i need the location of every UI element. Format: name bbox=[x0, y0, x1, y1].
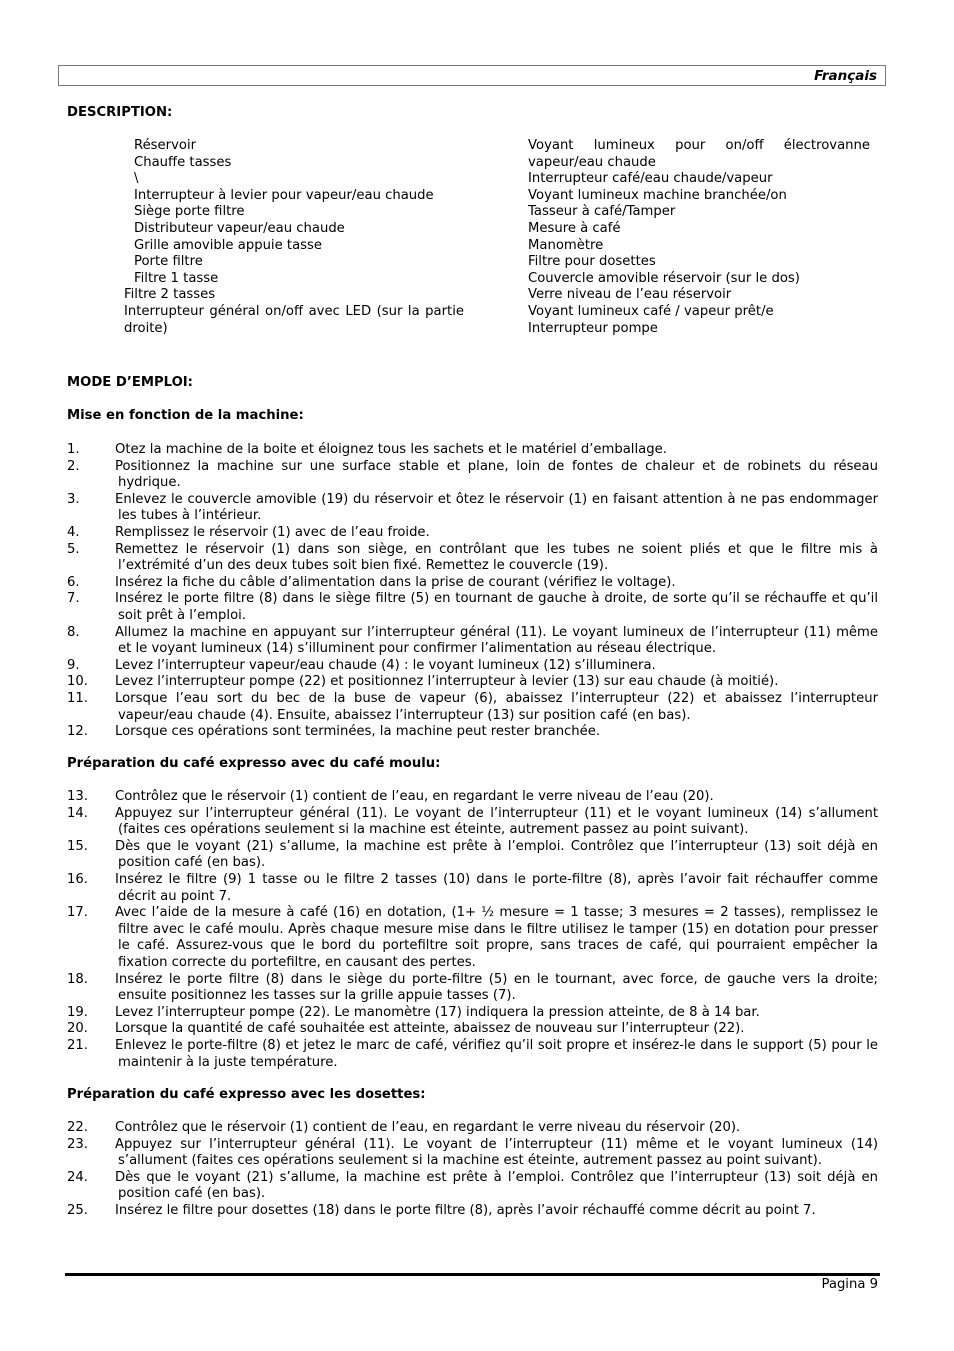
step-item bbox=[67, 525, 878, 542]
step-item bbox=[67, 724, 878, 741]
step-text: Remettez le réservoir (1) dans son siège, en contrôlant que les tubes ne soient pliés et que le filtre mis à l’extrémité d’un des deux tubes soit bien fixé. Remettez le couvercle (19). bbox=[115, 541, 878, 574]
step-number: 11. bbox=[67, 690, 88, 706]
list-item: \ bbox=[134, 171, 139, 187]
step-item bbox=[67, 459, 878, 492]
step-item bbox=[67, 658, 878, 675]
steps-list-setup bbox=[67, 442, 878, 741]
description-right-list bbox=[528, 138, 870, 337]
step-text: Dès que le voyant (21) s’allume, la machine est prête à l’emploi. Contrôlez que l’interrupteur (13) soit déjà en position café (en bas). bbox=[115, 838, 878, 871]
step-number: 1. bbox=[67, 442, 80, 457]
step-text: Levez l’interrupteur vapeur/eau chaude (4) : le voyant lumineux (12) s’illuminera. bbox=[115, 657, 656, 673]
step-number: 8. bbox=[67, 624, 80, 640]
step-number: 23. bbox=[67, 1136, 88, 1152]
step-number: 25. bbox=[67, 1202, 88, 1218]
step-number: 4. bbox=[67, 524, 80, 540]
list-item: Filtre 1 tasse bbox=[134, 270, 219, 286]
step-text: Appuyez sur l’interrupteur général (11). Le voyant de l’interrupteur (11) même et le voyant lumineux (14) s’allument (faites ces opérations seulement si la machine est éteinte, autrement passez au point suivant). bbox=[115, 1136, 878, 1169]
step-item bbox=[67, 1005, 878, 1022]
step-text: Dès que le voyant (21) s’allume, la machine est prête à l’emploi. Contrôlez que l’interrupteur (13) soit déjà en position café (en bas). bbox=[115, 1169, 878, 1202]
list-item: Voyant lumineux café / vapeur prêt/e bbox=[528, 303, 774, 319]
step-item bbox=[67, 1038, 878, 1071]
step-item bbox=[67, 1021, 878, 1038]
step-item bbox=[67, 806, 878, 839]
step-number: 21. bbox=[67, 1037, 88, 1053]
step-number: 10. bbox=[67, 674, 88, 690]
list-item: Distributeur vapeur/eau chaude bbox=[134, 220, 345, 236]
list-item: Voyant lumineux pour on/off électrovanne vapeur/eau chaude bbox=[528, 138, 870, 170]
step-item bbox=[67, 542, 878, 575]
list-item: Tasseur à café/Tamper bbox=[528, 204, 676, 220]
step-number: 19. bbox=[67, 1004, 88, 1020]
language-label: Français bbox=[814, 68, 877, 84]
description-left-list bbox=[124, 138, 464, 337]
list-item: Interrupteur à levier pour vapeur/eau chaude bbox=[134, 187, 434, 203]
footer-divider bbox=[65, 1273, 880, 1276]
step-text: Enlevez le couvercle amovible (19) du réservoir et ôtez le réservoir (1) en faisant attention à ne pas endommager les tubes à l’intérieur. bbox=[115, 491, 878, 524]
list-item: Chauffe tasses bbox=[134, 154, 232, 170]
step-number: 14. bbox=[67, 805, 88, 821]
list-item: Interrupteur pompe bbox=[528, 320, 658, 336]
mode-emploi-heading: MODE D’EMPLOI: bbox=[67, 375, 193, 390]
step-number: 18. bbox=[67, 971, 88, 987]
step-number: 12. bbox=[67, 724, 88, 740]
list-item: Manomètre bbox=[528, 237, 604, 253]
step-text: Contrôlez que le réservoir (1) contient de l’eau, en regardant le verre niveau de l’eau (20). bbox=[115, 789, 714, 804]
step-text: Allumez la machine en appuyant sur l’interrupteur général (11). Le voyant lumineux de l’interrupteur (11) même et le voyant lumineux (14) s’illuminent pour confirmer l’alimentation au réseau électrique. bbox=[115, 624, 878, 657]
step-number: 13. bbox=[67, 789, 88, 804]
step-number: 16. bbox=[67, 871, 88, 887]
step-text: Remplissez le réservoir (1) avec de l’eau froide. bbox=[115, 524, 430, 540]
step-text: Positionnez la machine sur une surface stable et plane, loin de fontes de chaleur et de robinets du réseau hydrique. bbox=[115, 458, 878, 491]
step-number: 24. bbox=[67, 1169, 88, 1185]
step-number: 5. bbox=[67, 541, 80, 557]
list-item: Interrupteur café/eau chaude/vapeur bbox=[528, 171, 773, 187]
list-item: Interrupteur général on/off avec LED (sur la partie droite) bbox=[124, 303, 464, 336]
step-item bbox=[67, 442, 878, 459]
list-item: Mesure à café bbox=[528, 220, 621, 236]
step-number: 22. bbox=[67, 1120, 88, 1135]
list-item: Couvercle amovible réservoir (sur le dos) bbox=[528, 270, 800, 286]
step-text: Insérez la fiche du câble d’alimentation dans la prise de courant (vérifiez le voltage). bbox=[115, 574, 676, 590]
step-text: Insérez le porte filtre (8) dans le siège du porte-filtre (5) en le tournant, avec force, de gauche vers la droite; ensuite positionnez les tasses sur la grille appuie tasses (7). bbox=[115, 971, 878, 1004]
section-heading-dosettes: Préparation du café expresso avec les dosettes: bbox=[67, 1087, 426, 1102]
step-number: 3. bbox=[67, 491, 80, 507]
step-number: 2. bbox=[67, 458, 80, 474]
list-item: Porte filtre bbox=[134, 254, 203, 270]
step-item bbox=[67, 625, 878, 658]
page-number: Pagina 9 bbox=[821, 1277, 878, 1292]
step-number: 17. bbox=[67, 905, 88, 921]
step-number: 9. bbox=[67, 657, 80, 673]
step-text: Appuyez sur l’interrupteur général (11). Le voyant de l’interrupteur (11) et le voyant lumineux (14) s’allument (faites ces opérations seulement si la machine est éteinte, autrement passez au point suivant). bbox=[115, 805, 878, 838]
step-text: Enlevez le porte-filtre (8) et jetez le marc de café, vérifiez qu’il soit propre et insérez-le dans le support (5) pour le maintenir à la juste température. bbox=[115, 1037, 878, 1070]
step-text: Lorsque l’eau sort du bec de la buse de vapeur (6), abaissez l’interrupteur (22) et abaissez l’interrupteur vapeur/eau chaude (4). Ensuite, abaissez l’interrupteur (13) sur position café (en bas). bbox=[115, 690, 878, 723]
list-item: Filtre 2 tasses bbox=[124, 287, 216, 303]
step-item bbox=[67, 905, 878, 971]
step-item bbox=[67, 1203, 878, 1220]
list-item: Siège porte filtre bbox=[134, 204, 245, 220]
list-item: Voyant lumineux machine branchée/on bbox=[528, 187, 787, 203]
step-number: 15. bbox=[67, 838, 88, 854]
step-text: Insérez le filtre (9) 1 tasse ou le filtre 2 tasses (10) dans le porte-filtre (8), après l’avoir fait réchauffer comme décrit au point 7. bbox=[115, 871, 878, 904]
step-text: Insérez le porte filtre (8) dans le siège filtre (5) en tournant de gauche à droite, de sorte qu’il se réchauffe et qu’il soit prêt à l’emploi. bbox=[115, 591, 878, 623]
step-number: 20. bbox=[67, 1021, 88, 1037]
list-item: Filtre pour dosettes bbox=[528, 254, 656, 270]
list-item: Verre niveau de l’eau réservoir bbox=[528, 287, 732, 303]
step-item bbox=[67, 1137, 878, 1170]
step-number: 6. bbox=[67, 574, 80, 590]
steps-list-pods bbox=[67, 1120, 878, 1220]
step-text: Otez la machine de la boite et éloignez tous les sachets et le matériel d’emballage. bbox=[115, 442, 667, 457]
steps-list-ground-coffee bbox=[67, 789, 878, 1071]
step-text: Levez l’interrupteur pompe (22). Le manomètre (17) indiquera la pression atteinte, de 8 à 14 bar. bbox=[115, 1004, 760, 1020]
step-text: Lorsque la quantité de café souhaitée est atteinte, abaissez de nouveau sur l’interrupteur (22). bbox=[115, 1021, 745, 1037]
step-item bbox=[67, 591, 878, 624]
step-item bbox=[67, 972, 878, 1005]
step-text: Insérez le filtre pour dosettes (18) dans le porte filtre (8), après l’avoir réchauffé comme décrit au point 7. bbox=[115, 1202, 816, 1218]
step-item bbox=[67, 1170, 878, 1203]
step-item bbox=[67, 839, 878, 872]
step-text: Lorsque ces opérations sont terminées, la machine peut rester branchée. bbox=[115, 724, 601, 740]
step-text: Contrôlez que le réservoir (1) contient de l’eau, en regardant le verre niveau du réservoir (20). bbox=[115, 1120, 741, 1135]
step-item bbox=[67, 492, 878, 525]
step-item bbox=[67, 789, 878, 806]
language-header-box bbox=[58, 65, 886, 86]
step-item bbox=[67, 691, 878, 724]
step-item bbox=[67, 674, 878, 691]
section-heading-mise-en-fonction: Mise en fonction de la machine: bbox=[67, 408, 304, 423]
section-heading-cafe-moulu: Préparation du café expresso avec du café moulu: bbox=[67, 756, 441, 771]
list-item: Grille amovible appuie tasse bbox=[134, 237, 322, 253]
step-text: Avec l’aide de la mesure à café (16) en dotation, (1+ ½ mesure = 1 tasse; 3 mesures = 2 tasses), remplissez le filtre avec le café moulu. Après chaque mesure mise dans le filtre utilisez le tamper (15) en dotation pour presser le café. Assurez-vous que le bord du portefiltre soit propre, sans traces de café, qui pourraient empêcher la fixation correcte du portefiltre, en causant des pertes. bbox=[115, 905, 878, 970]
step-number: 7. bbox=[67, 591, 80, 607]
list-item: Réservoir bbox=[134, 138, 197, 153]
step-item bbox=[67, 872, 878, 905]
step-item bbox=[67, 1120, 878, 1137]
step-text: Levez l’interrupteur pompe (22) et positionnez l’interrupteur à levier (13) sur eau chaude (à moitié). bbox=[115, 674, 779, 690]
description-heading: DESCRIPTION: bbox=[67, 105, 173, 120]
step-item bbox=[67, 575, 878, 592]
